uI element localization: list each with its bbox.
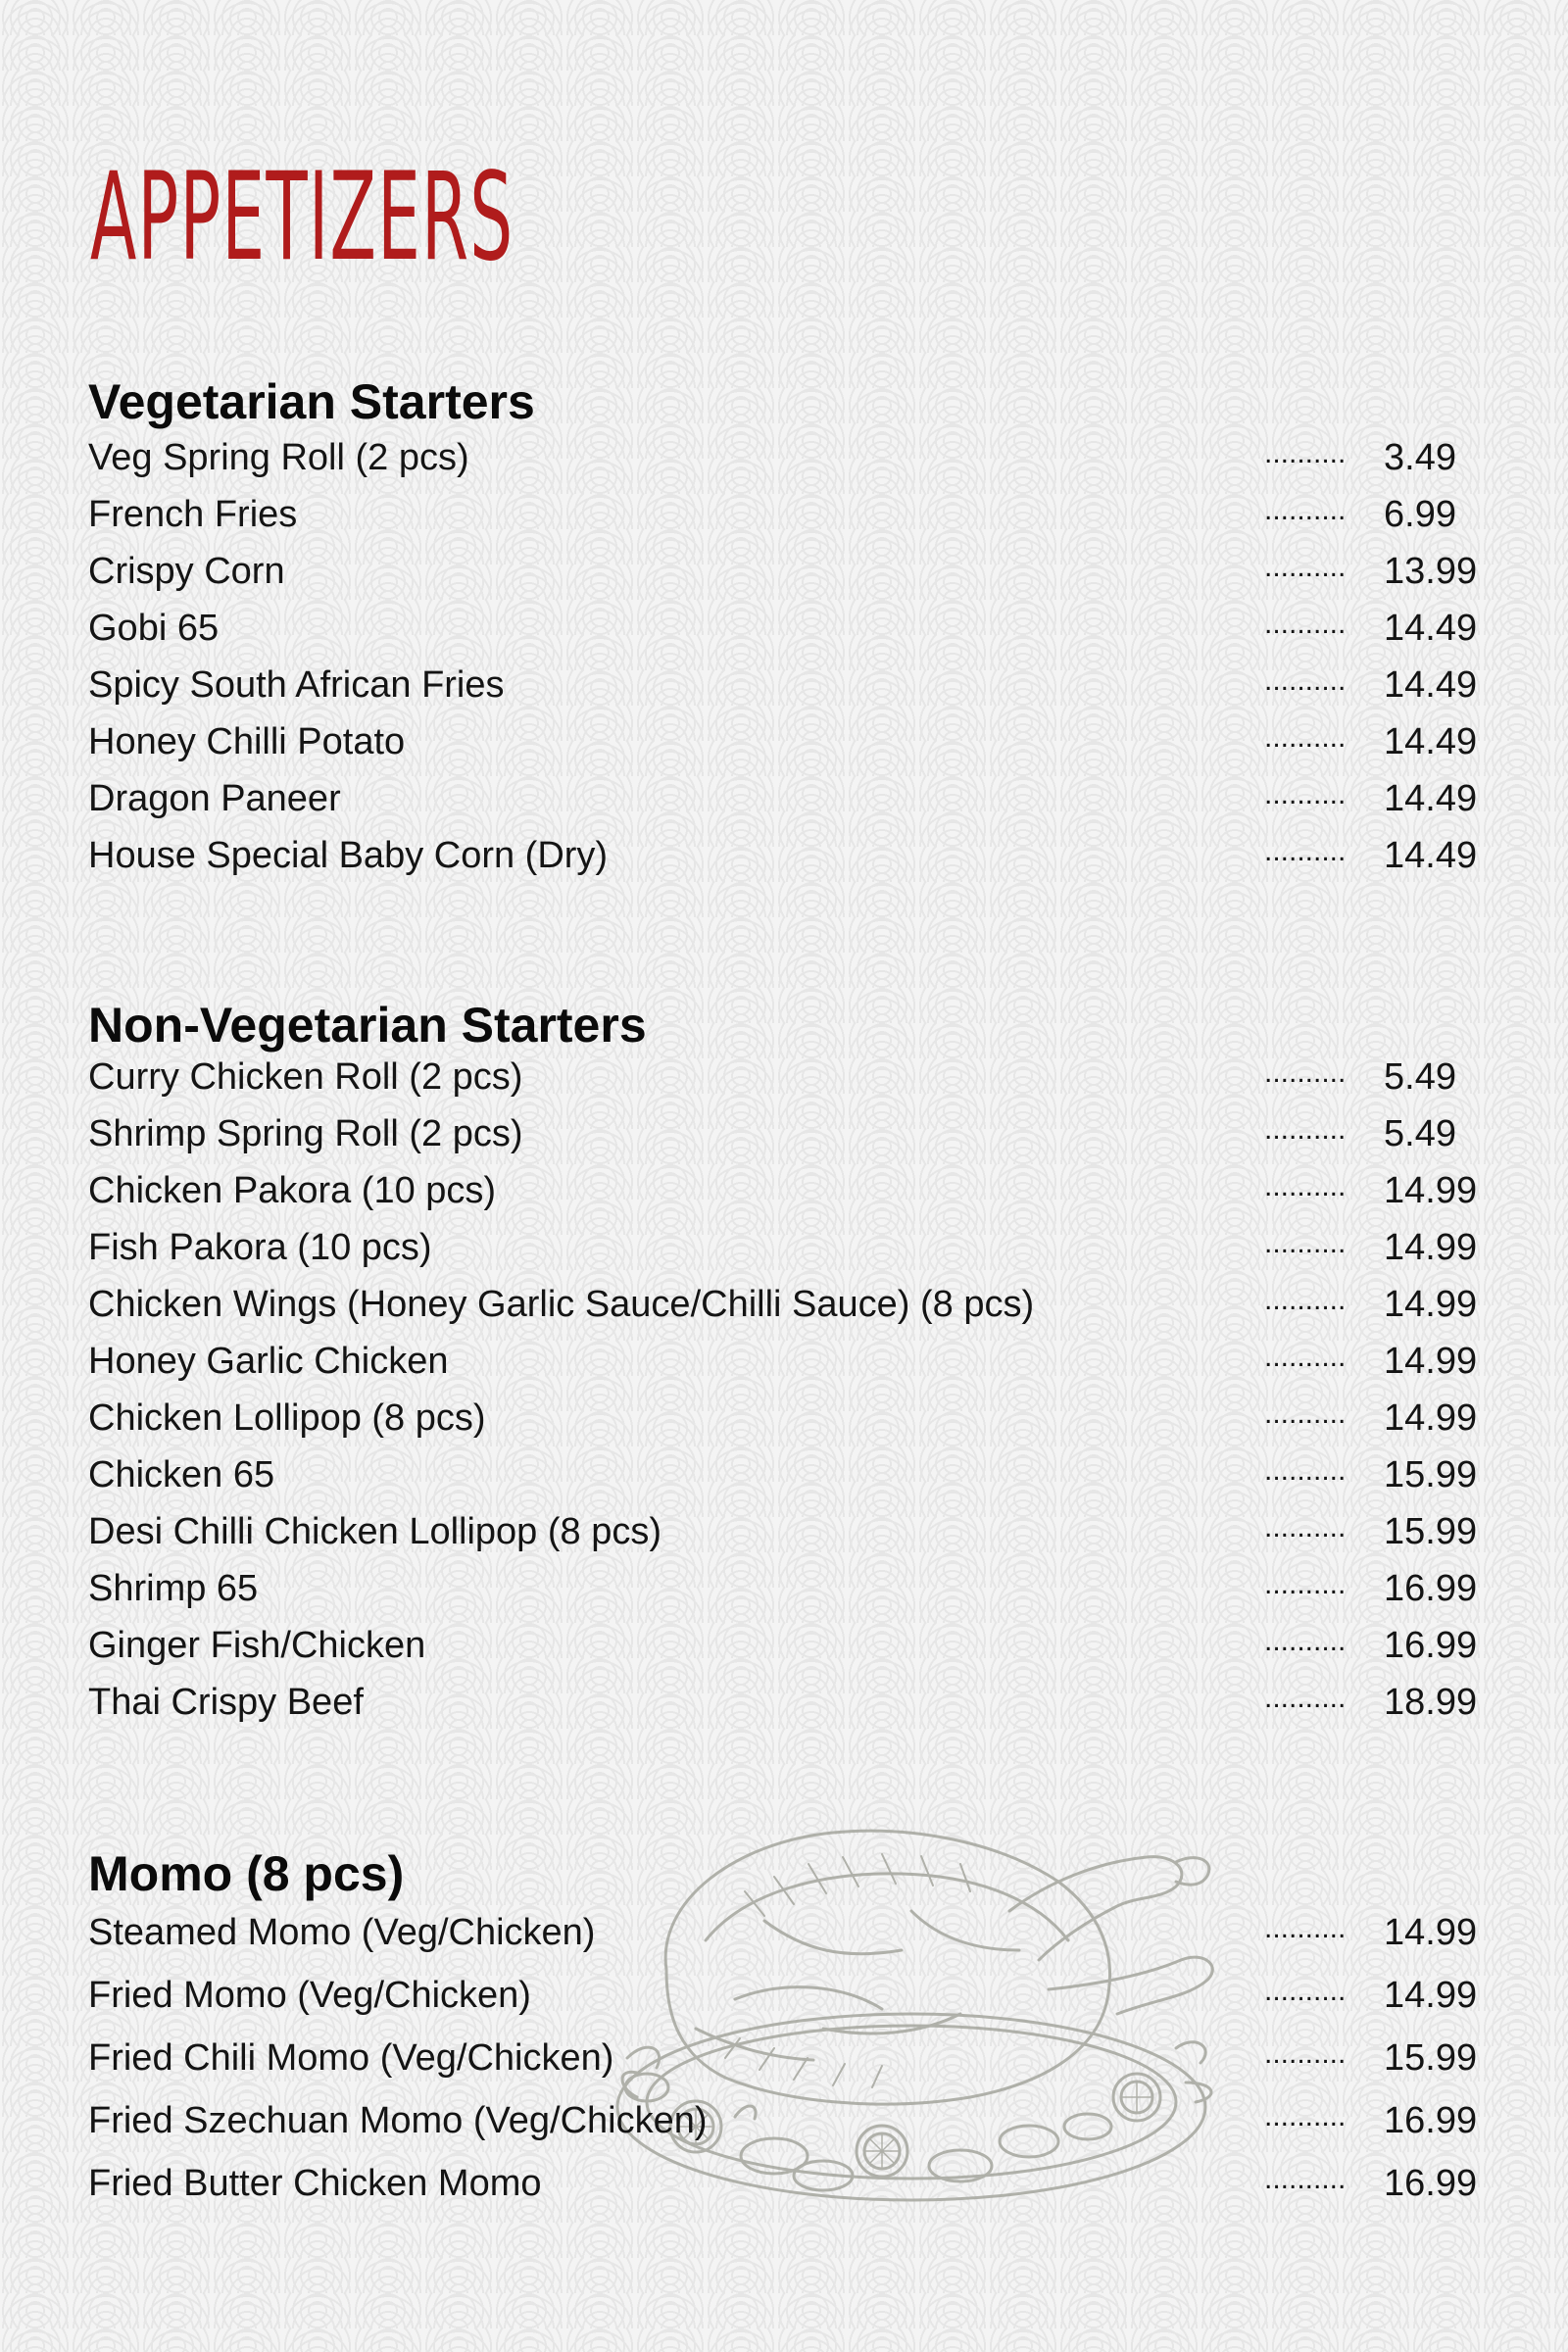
item-price: 14.99 bbox=[1384, 1912, 1478, 1953]
leader-dots: .......... bbox=[1264, 1284, 1347, 1316]
item-price: 5.49 bbox=[1384, 1056, 1456, 1098]
menu-item bbox=[88, 543, 1480, 600]
menu-item-list bbox=[88, 1049, 1480, 1731]
menu-item bbox=[88, 1276, 1480, 1333]
item-price: 3.49 bbox=[1384, 437, 1456, 478]
menu-item bbox=[88, 827, 1480, 884]
leader-dots: .......... bbox=[1264, 1975, 1347, 2007]
item-price: 14.99 bbox=[1384, 1397, 1478, 1439]
item-name: Chicken Pakora (10 pcs) bbox=[88, 1170, 497, 1211]
item-name: Shrimp Spring Roll (2 pcs) bbox=[88, 1113, 523, 1154]
leader-dots: .......... bbox=[1264, 664, 1347, 697]
item-name: Chicken Lollipop (8 pcs) bbox=[88, 1397, 486, 1439]
leader-dots: .......... bbox=[1264, 1170, 1347, 1202]
item-price: 6.99 bbox=[1384, 494, 1456, 535]
menu-item bbox=[88, 486, 1480, 543]
item-name: Fried Chili Momo (Veg/Chicken) bbox=[88, 2037, 614, 2079]
menu-item bbox=[88, 1446, 1480, 1503]
leader-dots: .......... bbox=[1264, 721, 1347, 754]
item-price: 14.49 bbox=[1384, 664, 1478, 706]
leader-dots: .......... bbox=[1264, 1227, 1347, 1259]
item-name: Steamed Momo (Veg/Chicken) bbox=[88, 1912, 596, 1953]
item-name: Spicy South African Fries bbox=[88, 664, 505, 706]
item-name: Honey Garlic Chicken bbox=[88, 1341, 449, 1382]
item-name: House Special Baby Corn (Dry) bbox=[88, 835, 609, 876]
leader-dots: .......... bbox=[1264, 437, 1347, 469]
item-price: 18.99 bbox=[1384, 1682, 1478, 1723]
leader-dots: .......... bbox=[1264, 1511, 1347, 1544]
page-title: APPETIZERS bbox=[90, 147, 514, 288]
menu-item bbox=[88, 1390, 1480, 1446]
item-price: 14.49 bbox=[1384, 778, 1478, 819]
menu-item bbox=[88, 1219, 1480, 1276]
menu-item bbox=[88, 1049, 1480, 1105]
menu-item-list bbox=[88, 429, 1480, 884]
item-name: Honey Chilli Potato bbox=[88, 721, 406, 762]
item-price: 15.99 bbox=[1384, 2037, 1478, 2079]
item-name: Ginger Fish/Chicken bbox=[88, 1625, 426, 1666]
item-price: 14.49 bbox=[1384, 721, 1478, 762]
section-title: Momo (8 pcs) bbox=[88, 1846, 405, 1901]
item-name: Fried Szechuan Momo (Veg/Chicken) bbox=[88, 2100, 708, 2141]
menu-item bbox=[88, 770, 1480, 827]
item-price: 16.99 bbox=[1384, 2100, 1478, 2141]
item-name: Fried Momo (Veg/Chicken) bbox=[88, 1975, 531, 2016]
item-price: 14.99 bbox=[1384, 1227, 1478, 1268]
menu-item bbox=[88, 1105, 1480, 1162]
item-name: Gobi 65 bbox=[88, 608, 220, 649]
item-price: 16.99 bbox=[1384, 1568, 1478, 1609]
item-price: 14.49 bbox=[1384, 835, 1478, 876]
menu-item bbox=[88, 1503, 1480, 1560]
menu-item bbox=[88, 1333, 1480, 1390]
menu-item bbox=[88, 1560, 1480, 1617]
leader-dots: .......... bbox=[1264, 2037, 1347, 2070]
menu-item bbox=[88, 713, 1480, 770]
item-name: Chicken Wings (Honey Garlic Sauce/Chilli Sauce) (8 pcs) bbox=[88, 1284, 1035, 1325]
item-price: 13.99 bbox=[1384, 551, 1478, 592]
leader-dots: .......... bbox=[1264, 1682, 1347, 1714]
item-name: Dragon Paneer bbox=[88, 778, 341, 819]
item-name: French Fries bbox=[88, 494, 298, 535]
section-vegetarian-starters bbox=[88, 372, 1480, 884]
item-price: 15.99 bbox=[1384, 1454, 1478, 1495]
leader-dots: .......... bbox=[1264, 778, 1347, 810]
item-price: 16.99 bbox=[1384, 2163, 1478, 2204]
menu-item bbox=[88, 1674, 1480, 1731]
item-price: 14.99 bbox=[1384, 1975, 1478, 2016]
item-name: Fish Pakora (10 pcs) bbox=[88, 1227, 432, 1268]
leader-dots: .......... bbox=[1264, 551, 1347, 583]
section-title: Non-Vegetarian Starters bbox=[88, 998, 647, 1053]
item-name: Crispy Corn bbox=[88, 551, 285, 592]
menu-item bbox=[88, 1901, 1480, 1964]
leader-dots: .......... bbox=[1264, 835, 1347, 867]
item-name: Fried Butter Chicken Momo bbox=[88, 2163, 542, 2204]
item-name: Shrimp 65 bbox=[88, 1568, 259, 1609]
menu-item bbox=[88, 1162, 1480, 1219]
leader-dots: .......... bbox=[1264, 1625, 1347, 1657]
leader-dots: .......... bbox=[1264, 1056, 1347, 1089]
item-price: 14.99 bbox=[1384, 1170, 1478, 1211]
menu-item bbox=[88, 1964, 1480, 2027]
leader-dots: .......... bbox=[1264, 1113, 1347, 1146]
item-name: Thai Crispy Beef bbox=[88, 1682, 364, 1723]
section-title: Vegetarian Starters bbox=[88, 374, 535, 429]
leader-dots: .......... bbox=[1264, 1397, 1347, 1430]
leader-dots: .......... bbox=[1264, 494, 1347, 526]
menu-item bbox=[88, 429, 1480, 486]
item-price: 14.49 bbox=[1384, 608, 1478, 649]
item-price: 14.99 bbox=[1384, 1341, 1478, 1382]
leader-dots: .......... bbox=[1264, 2163, 1347, 2195]
section-non-vegetarian-starters bbox=[88, 996, 1480, 1731]
section-momo bbox=[88, 1844, 1480, 2215]
item-price: 16.99 bbox=[1384, 1625, 1478, 1666]
leader-dots: .......... bbox=[1264, 1454, 1347, 1487]
leader-dots: .......... bbox=[1264, 2100, 1347, 2132]
menu-item bbox=[88, 2089, 1480, 2152]
leader-dots: .......... bbox=[1264, 1568, 1347, 1600]
menu-item bbox=[88, 2027, 1480, 2089]
menu-item bbox=[88, 657, 1480, 713]
item-name: Chicken 65 bbox=[88, 1454, 275, 1495]
item-name: Veg Spring Roll (2 pcs) bbox=[88, 437, 469, 478]
item-price: 15.99 bbox=[1384, 1511, 1478, 1552]
menu-item bbox=[88, 600, 1480, 657]
item-name: Desi Chilli Chicken Lollipop (8 pcs) bbox=[88, 1511, 662, 1552]
item-price: 14.99 bbox=[1384, 1284, 1478, 1325]
leader-dots: .......... bbox=[1264, 608, 1347, 640]
item-name: Curry Chicken Roll (2 pcs) bbox=[88, 1056, 523, 1098]
menu-item bbox=[88, 2152, 1480, 2215]
leader-dots: .......... bbox=[1264, 1341, 1347, 1373]
leader-dots: .......... bbox=[1264, 1912, 1347, 1944]
menu-item-list bbox=[88, 1901, 1480, 2215]
item-price: 5.49 bbox=[1384, 1113, 1456, 1154]
menu-item bbox=[88, 1617, 1480, 1674]
